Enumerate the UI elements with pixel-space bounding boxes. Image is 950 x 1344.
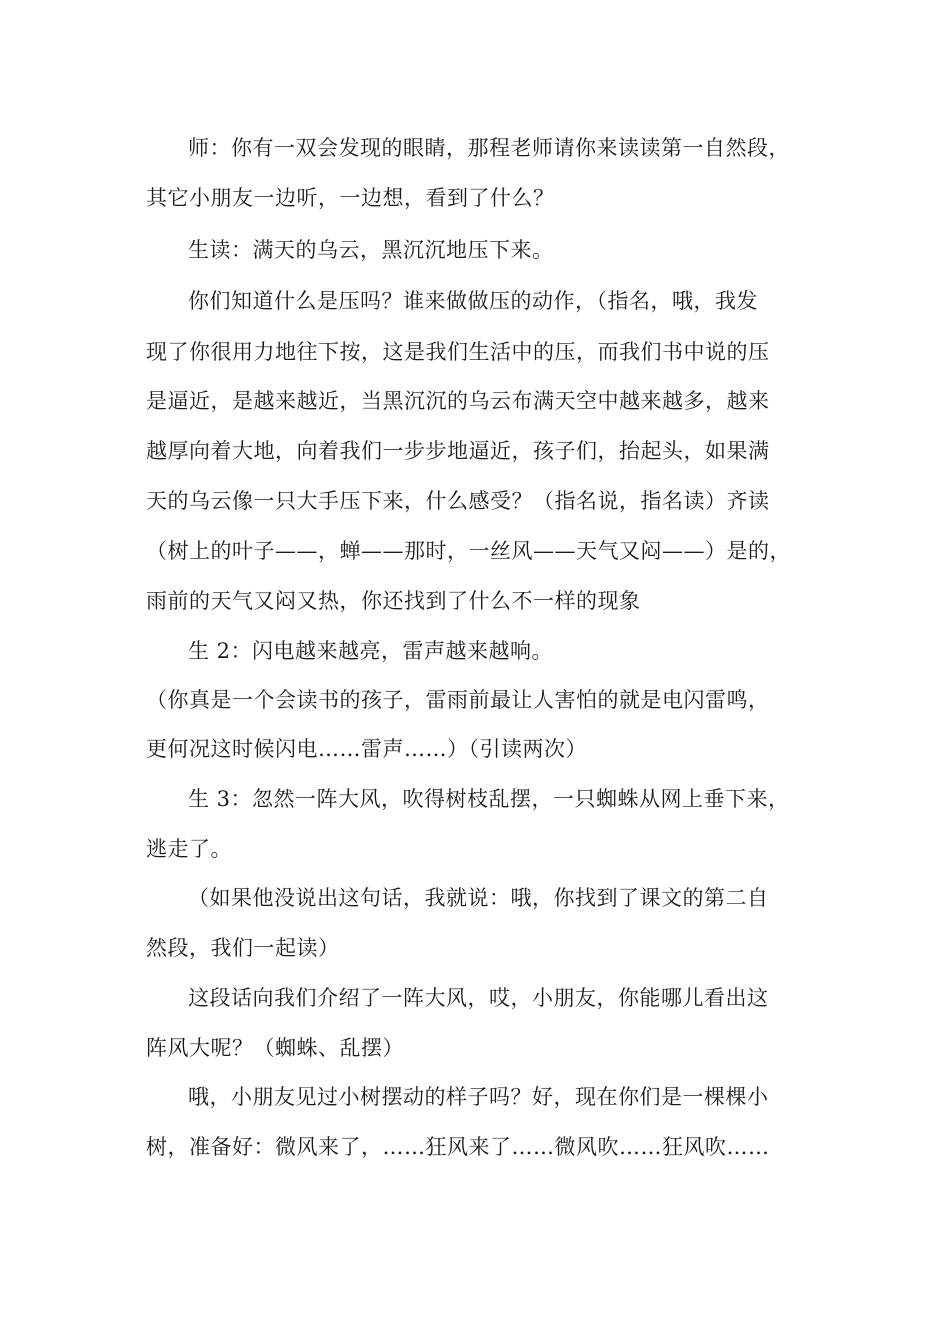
text-line: 生 2：闪电越来越亮，雷声越来越响。: [188, 639, 554, 663]
text-line: 雨前的天气又闷又热，你还找到了什么不一样的现象: [146, 589, 641, 613]
text-line: 现了你很用力地往下按，这是我们生活中的压，而我们书中说的压: [146, 340, 770, 364]
text-line: 阵风大呢？（蜘蛛、乱摆）: [146, 1036, 404, 1060]
text-line: 是逼近，是越来越近，当黑沉沉的乌云布满天空中越来越多，越来: [146, 389, 770, 413]
text-line: 其它小朋友一边听，一边想，看到了什么？: [146, 186, 555, 210]
text-line: 你们知道什么是压吗？谁来做做压的动作，（指名，哦，我发: [188, 289, 758, 313]
text-line: 逃走了。: [146, 837, 232, 861]
text-line: 师：你有一双会发现的眼睛，那程老师请你来读读第一自然段，: [188, 136, 790, 160]
text-line: 这段话向我们介绍了一阵大风，哎，小朋友，你能哪儿看出这: [188, 986, 769, 1010]
text-line: 树，准备好：微风来了，……狂风来了……微风吹……狂风吹……: [146, 1135, 770, 1159]
text-line: 然段，我们一起读）: [146, 936, 340, 960]
text-line: 越厚向着大地，向着我们一步步地逼近，孩子们，抬起头，如果满: [146, 439, 770, 463]
text-line: （如果他没说出这句话，我就说：哦，你找到了课文的第二自: [188, 886, 769, 910]
text-line: 更何况这时候闪电……雷声……）（引读两次）: [146, 737, 587, 761]
text-line: 生读：满天的乌云，黑沉沉地压下来。: [188, 238, 554, 262]
text-line: 哦，小朋友见过小树摆动的样子吗？好，现在你们是一棵棵小: [188, 1085, 769, 1109]
text-line: （你真是一个会读书的孩子，雷雨前最让人害怕的就是电闪雷鸣，: [146, 688, 770, 712]
text-line: 生 3：忽然一阵大风，吹得树枝乱摆，一只蜘蛛从网上垂下来，: [188, 787, 790, 811]
text-line: （树上的叶子——，蝉——那时，一丝风——天气又闷——）是的，: [146, 539, 791, 563]
text-line: 天的乌云像一只大手压下来，什么感受？（指名说，指名读）齐读: [146, 489, 770, 513]
